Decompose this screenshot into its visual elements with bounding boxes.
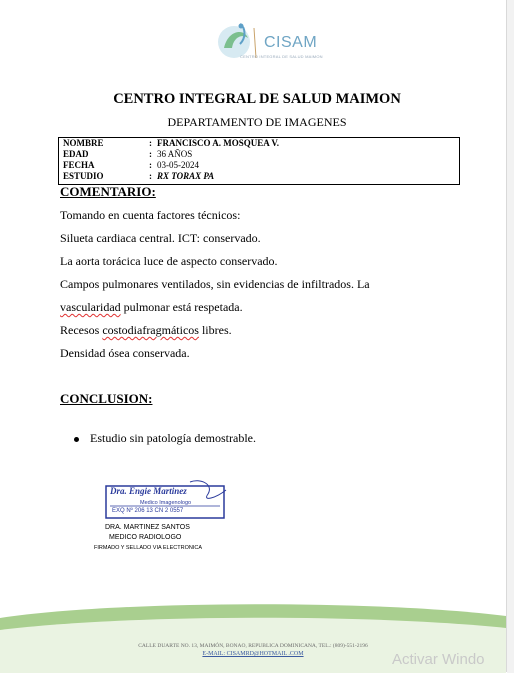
spelling-flag[interactable]: vascularidad bbox=[60, 300, 121, 314]
info-row-study: ESTUDIO : RX TORAX PA bbox=[63, 171, 215, 181]
comment-line-1: Tomando en cuenta factores técnicos: bbox=[60, 208, 241, 222]
stamp-doctor-role: Medico Imagenologo bbox=[140, 500, 192, 506]
doctor-name: DRA. MARTINEZ SANTOS bbox=[105, 524, 190, 531]
conclusion-item: Estudio sin patología demostrable. bbox=[90, 431, 256, 445]
stamp-license: EXQ Nº 206 13 CN 2 0557 bbox=[112, 508, 184, 514]
footer-email-link[interactable]: E-MAIL: CISAMRD@HOTMAIL .COM bbox=[202, 651, 304, 657]
comment-line-7: Densidad ósea conservada. bbox=[60, 346, 190, 360]
exam-date: 03-05-2024 bbox=[157, 160, 199, 170]
document-title: CENTRO INTEGRAL DE SALUD MAIMON bbox=[113, 91, 401, 107]
info-row-name: NOMBRE : FRANCISCO A. MOSQUEA V. bbox=[63, 138, 279, 148]
comment-line-3: La aorta torácica luce de aspecto conservado. bbox=[60, 254, 278, 268]
patient-name: FRANCISCO A. MOSQUEA V. bbox=[157, 138, 279, 148]
comment-heading: COMENTARIO: bbox=[60, 184, 156, 199]
doctor-role: MEDICO RADIOLOGO bbox=[109, 534, 182, 541]
comment-line-6: Recesos costodiafragmáticos libres. bbox=[60, 323, 232, 337]
patient-age: 36 AÑOS bbox=[157, 149, 193, 159]
logo-wordmark: CISAM bbox=[264, 34, 318, 51]
bullet-icon bbox=[74, 437, 79, 442]
conclusion-heading: CONCLUSION: bbox=[60, 391, 153, 406]
comment-line-2: Silueta cardiaca central. ICT: conservado. bbox=[60, 231, 261, 245]
patient-info-box bbox=[58, 137, 460, 185]
windows-activation-watermark: Activar Windo bbox=[392, 651, 485, 668]
department-title: DEPARTAMENTO DE IMAGENES bbox=[167, 115, 347, 129]
info-row-date: FECHA : 03-05-2024 bbox=[63, 160, 199, 170]
footer-address: CALLE DUARTE NO. 13, MAIMÓN, BONAO, REPUBLICA DOMINICANA, TEL.: (809)-551-2196 bbox=[138, 643, 368, 649]
signature-note: FIRMADO Y SELLADO VIA ELECTRONICA bbox=[94, 545, 202, 551]
study-type: RX TORAX PA bbox=[157, 171, 215, 181]
stamp-doctor-name: Dra. Engie Martinez bbox=[110, 486, 187, 496]
comment-line-5: vascularidad pulmonar está respetada. bbox=[60, 300, 243, 314]
info-row-age: EDAD : 36 AÑOS bbox=[63, 149, 193, 159]
comment-line-4: Campos pulmonares ventilados, sin evidencias de infiltrados. La bbox=[60, 277, 370, 291]
logo-subtitle: CENTRO INTEGRAL DE SALUD MAIMON bbox=[240, 54, 323, 59]
spelling-flag[interactable]: costodiafragmáticos bbox=[102, 323, 199, 337]
